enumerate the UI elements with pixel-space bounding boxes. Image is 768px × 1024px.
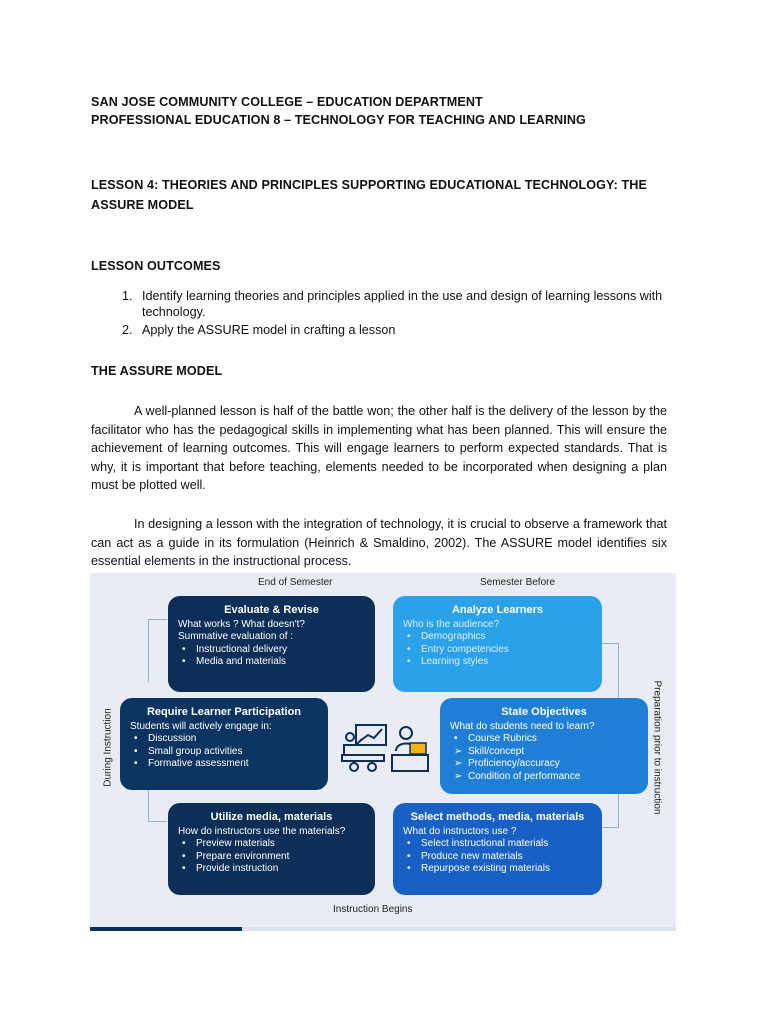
state-item: • Course Rubrics (454, 733, 537, 744)
outcome-item: 2. Apply the ASSURE model in crafting a lesson (136, 322, 716, 338)
analyze-item: • Learning styles (407, 656, 489, 667)
select-item: • Select instructional materials (407, 838, 549, 849)
evaluate-line: Summative evaluation of : (178, 631, 294, 642)
instruction-begins-label: Instruction Begins (333, 904, 413, 915)
require-item: • Small group activities (134, 745, 243, 757)
semester-before-label: Semester Before (480, 577, 556, 588)
require-participation-box (120, 698, 328, 790)
outcomes-list (91, 288, 716, 340)
diagram-bottom-rule (90, 927, 676, 931)
state-objectives-title: State Objectives (501, 706, 587, 718)
outcome-item: 1. Identify learning theories and principles applied in the use and design of learning lessons with technology. (136, 288, 716, 320)
state-list (450, 733, 638, 783)
diagram-bottom-rule-accent (90, 927, 242, 931)
state-item: ➢ Proficiency/accuracy (454, 758, 560, 769)
select-methods-box (393, 803, 602, 895)
utilize-media-box (168, 803, 375, 895)
lesson-title-line1: LESSON 4: THEORIES AND PRINCIPLES SUPPORTING EDUCATIONAL TECHNOLOGY: THE (91, 178, 647, 192)
course-header: PROFESSIONAL EDUCATION 8 – TECHNOLOGY FOR TEACHING AND LEARNING (91, 113, 586, 127)
state-item: ➢ Skill/concept (454, 745, 525, 757)
analyze-line: Who is the audience? (403, 618, 500, 630)
state-line: What do students need to learn? (450, 720, 595, 732)
connector-analyze-state (600, 643, 619, 700)
utilize-item: • Preview materials (182, 838, 275, 849)
college-header: SAN JOSE COMMUNITY COLLEGE – EDUCATION DEPARTMENT (91, 95, 483, 109)
evaluate-revise-box (168, 596, 375, 692)
paragraph-2 (91, 515, 667, 571)
outcomes-heading: LESSON OUTCOMES (91, 259, 221, 273)
assure-heading: THE ASSURE MODEL (91, 364, 223, 378)
assure-diagram (90, 573, 676, 927)
analyze-item: • Demographics (407, 631, 486, 642)
require-item: • Formative assessment (134, 758, 249, 769)
analyze-list (403, 631, 592, 669)
select-item: • Repurpose existing materials (407, 863, 550, 874)
end-of-semester-label: End of Semester (258, 577, 333, 588)
analyze-item: • Entry competencies (407, 643, 509, 655)
select-list (403, 838, 592, 876)
utilize-media-title: Utilize media, materials (210, 811, 333, 823)
evaluate-item: • Media and materials (182, 656, 287, 667)
evaluate-line: What works ? What doesn't? (178, 618, 305, 630)
analyze-learners-box (393, 596, 602, 692)
during-instruction-label: During Instruction (102, 708, 114, 787)
require-list (130, 733, 318, 771)
preparation-label: Preparation prior to instruction (651, 680, 663, 815)
evaluate-list (178, 644, 365, 669)
paragraph-1-text: A well-planned lesson is half of the battle won; the other half is the delivery of the lesson by the facilitator who has the pedagogical skills in implementing what has been planned. This will ensure the achievement of learning outcomes. This will engage learners to perform expected standards. That is why, it is important that before teaching, elements needed to be incorporated when designing a plan must be plotted well. (91, 404, 667, 493)
require-item: • Discussion (134, 733, 197, 744)
utilize-list (178, 838, 365, 876)
paragraph-1 (91, 402, 667, 495)
require-line: Students will actively engage in: (130, 720, 272, 732)
select-line: What do instructors use ? (403, 825, 517, 837)
select-methods-title: Select methods, media, materials (410, 811, 585, 823)
evaluate-item: • Instructional delivery (182, 643, 288, 655)
require-participation-title: Require Learner Participation (146, 706, 302, 718)
utilize-line: How do instructors use the materials? (178, 825, 346, 837)
utilize-item: • Prepare environment (182, 850, 290, 862)
utilize-item: • Provide instruction (182, 863, 279, 874)
evaluate-revise-title: Evaluate & Revise (224, 604, 319, 616)
teacher-classroom-icon (340, 721, 432, 775)
lesson-title-line2: ASSURE MODEL (91, 198, 194, 212)
analyze-learners-title: Analyze Learners (451, 604, 544, 616)
state-objectives-box (440, 698, 648, 794)
paragraph-2-text: In designing a lesson with the integration of technology, it is crucial to observe a framework that can act as a guide in its formulation (Heinrich & Smaldino, 2002). The ASSURE model identifies six essential elements in the instructional process. (91, 517, 667, 569)
state-item: ➢ Condition of performance (454, 770, 581, 782)
select-item: • Produce new materials (407, 850, 523, 862)
connector-require-evaluate (148, 619, 167, 682)
